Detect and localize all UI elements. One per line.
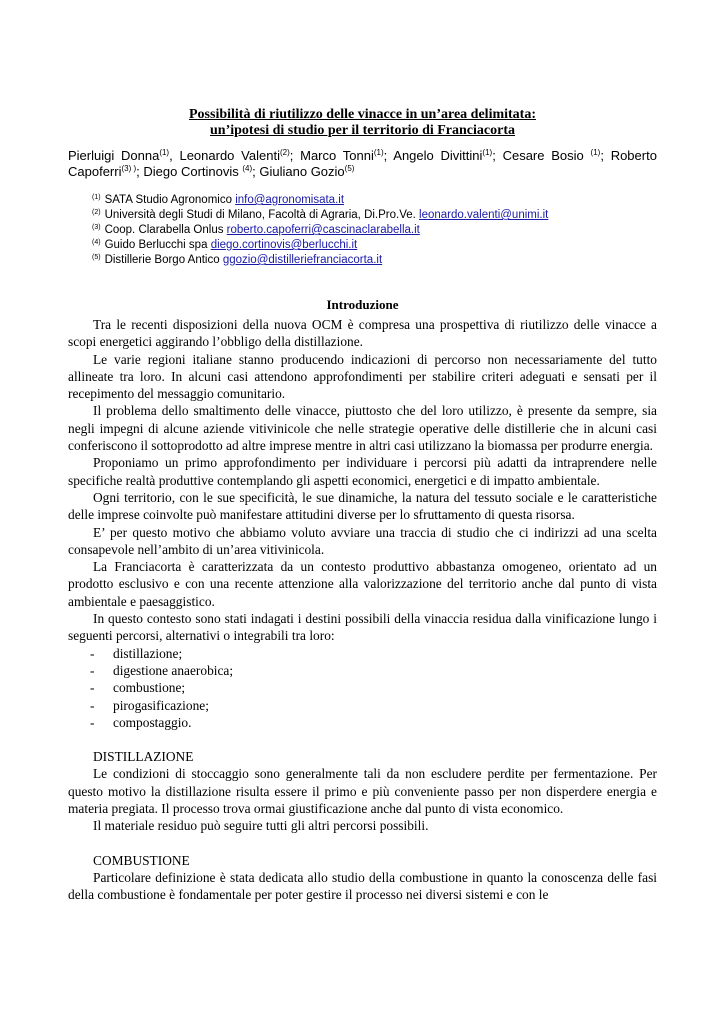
affiliation-item — [92, 253, 548, 268]
list-item-text: digestione anaerobica; — [113, 662, 234, 678]
author-separator: ; — [383, 148, 394, 163]
paragraph: Proponiamo un primo approfondimento per individuare i percorsi più adatti da intraprendere nelle specifiche realtà produttive contemplando gli aspetti economici, energetici e di impatto ambientale. — [68, 455, 657, 488]
list-dash: - — [90, 645, 95, 661]
list-dash: - — [90, 662, 95, 678]
list-dash: - — [90, 714, 95, 730]
list-item — [68, 645, 657, 662]
paragraph: Il problema dello smaltimento delle vinacce, piuttosto che del loro utilizzo, è presente da sempre, sia negli impegni di alcune aziende vitivinicole che nelle strategie operative delle distillerie che in alcuni casi conferiscono il sottoprodotto ad altre imprese mentre in altri casi utilizzano la biomassa per produrre energia. — [68, 403, 657, 454]
author-name: Cesare Bosio — [502, 148, 591, 163]
list-item-text: combustione; — [113, 680, 186, 696]
paragraph: Tra le recenti disposizioni della nuova OCM è compresa una prospettiva di riutilizzo delle vinacce a scopi energetici aggirando l’obbligo della distillazione. — [68, 317, 657, 350]
list-item — [68, 697, 657, 714]
author-name: Leonardo Valenti — [179, 148, 280, 163]
paragraph: E’ per questo motivo che abbiamo voluto avviare una traccia di studio che ci indirizzi ad una scelta consapevole nell’ambito di un’area vitivinicola. — [68, 524, 657, 557]
affiliation-item — [92, 238, 548, 253]
author-separator: ; — [600, 148, 611, 163]
body-text — [68, 316, 657, 904]
author-separator: ; — [252, 164, 260, 179]
affiliation-email-link[interactable]: info@agronomisata.it — [235, 194, 345, 206]
author-affiliation-ref: (5) — [344, 164, 355, 173]
author-separator: ; — [136, 164, 144, 179]
author-affiliation-ref: (1) — [482, 148, 493, 157]
list-item — [68, 662, 657, 679]
title-line-1: Possibilità di riutilizzo delle vinacce in un’area delimitata: — [189, 107, 536, 122]
list-item-text: distillazione; — [113, 645, 183, 661]
author-separator: , — [169, 148, 180, 163]
list-item-text: pirogasificazione; — [113, 697, 209, 713]
author-name: Pierluigi Donna — [68, 148, 160, 163]
paragraph: In questo contesto sono stati indagati i destini possibili della vinaccia residua dalla vinificazione lungo i seguenti percorsi, alternativi o integrabili tra loro: — [68, 611, 657, 644]
paragraph: La Franciacorta è caratterizzata da un contesto produttivo abbastanza omogeneo, orientato ad un prodotto esclusivo e con una recente attenzione alla valorizzazione del territorio anche dal punto di vista ambientale e paesaggistico. — [68, 559, 657, 609]
author-affiliation-ref: (1) — [159, 148, 170, 157]
affiliation-email-link[interactable]: ggozio@distilleriefranciacorta.it — [222, 254, 383, 266]
list-dash: - — [90, 680, 95, 696]
author-name: Angelo Divittini — [393, 148, 483, 163]
author-name: Roberto Capoferri — [68, 148, 657, 179]
author-name: Giuliano Gozio — [259, 164, 345, 179]
affiliation-name: Distillerie Borgo Antico — [104, 254, 223, 266]
affiliation-name: Guido Berlucchi spa — [104, 239, 211, 251]
paragraph: Ogni territorio, con le sue specificità, le sue dinamiche, la natura del tessuto sociale e le caratteristiche delle imprese coinvolte può manifestare attitudini diverse per lo sfruttamento di questa risorsa. — [68, 489, 657, 523]
author-affiliation-ref: (1) — [590, 148, 601, 157]
list-item — [68, 679, 657, 696]
author-name: Diego Cortinovis — [143, 164, 243, 179]
list-dash: - — [90, 697, 95, 713]
affiliation-email-link[interactable]: leonardo.valenti@unimi.it — [419, 209, 549, 221]
affiliation-email-link[interactable]: diego.cortinovis@berlucchi.it — [210, 239, 358, 251]
affiliation-item — [92, 193, 548, 208]
section-heading-distillazione: DISTILLAZIONE — [93, 749, 194, 765]
author-separator: ; — [492, 148, 503, 163]
author-affiliation-ref: (4) — [242, 164, 253, 173]
list-item-text: compostaggio. — [113, 714, 192, 730]
author-separator: ; — [289, 148, 301, 163]
affiliation-item — [92, 223, 548, 238]
affiliation-name: Coop. Clarabella Onlus — [104, 224, 227, 236]
paragraph: Particolare definizione è stata dedicata allo studio della combustione in quanto la conoscenza delle fasi della combustione è fondamentale per poter gestire il processo nei diversi sistemi e con le — [68, 869, 657, 903]
affiliation-list — [92, 193, 548, 268]
section-heading-introduzione: Introduzione — [326, 297, 399, 312]
affiliation-number: (5) — [92, 254, 101, 261]
author-affiliation-ref: (2) — [279, 148, 290, 157]
affiliation-number: (2) — [92, 209, 101, 216]
affiliation-email-link[interactable]: roberto.capoferri@cascinaclarabella.it — [226, 224, 420, 236]
paragraph: Le condizioni di stoccaggio sono generalmente tali da non escludere perdite per fermentazione. Per questo motivo la distillazione risulta essere il primo e più conveniente passo per non disperdere energia e materia pregiata. Il processo trova ormai giustificazione anche dal punto di vista economico. — [68, 766, 657, 817]
affiliation-item — [92, 208, 548, 223]
author-affiliation-ref: (3) ) — [121, 164, 137, 173]
author-list — [68, 148, 657, 180]
paragraph: Il materiale residuo può seguire tutti gli altri percorsi possibili. — [93, 818, 429, 834]
affiliation-name: Università degli Studi di Milano, Facoltà di Agraria, Di.Pro.Ve. — [104, 209, 420, 221]
author-name: Marco Tonni — [300, 148, 374, 163]
title-line-2: un’ipotesi di studio per il territorio di Franciacorta — [210, 123, 515, 138]
affiliation-number: (4) — [92, 239, 101, 246]
list-item — [68, 714, 657, 731]
author-affiliation-ref: (1) — [373, 148, 384, 157]
paper-title — [68, 107, 657, 139]
paragraph: Le varie regioni italiane stanno producendo indicazioni di percorso non necessariamente del tutto allineate tra loro. In alcuni casi attendono approfondimenti per stabilire criteri adeguati e sensati per il recepimento del messaggio comunitario. — [68, 351, 657, 402]
process-list — [68, 645, 657, 731]
affiliation-number: (3) — [92, 224, 101, 231]
section-heading-combustione: COMBUSTIONE — [93, 852, 190, 868]
affiliation-name: SATA Studio Agronomico — [104, 194, 236, 206]
affiliation-number: (1) — [92, 194, 101, 201]
